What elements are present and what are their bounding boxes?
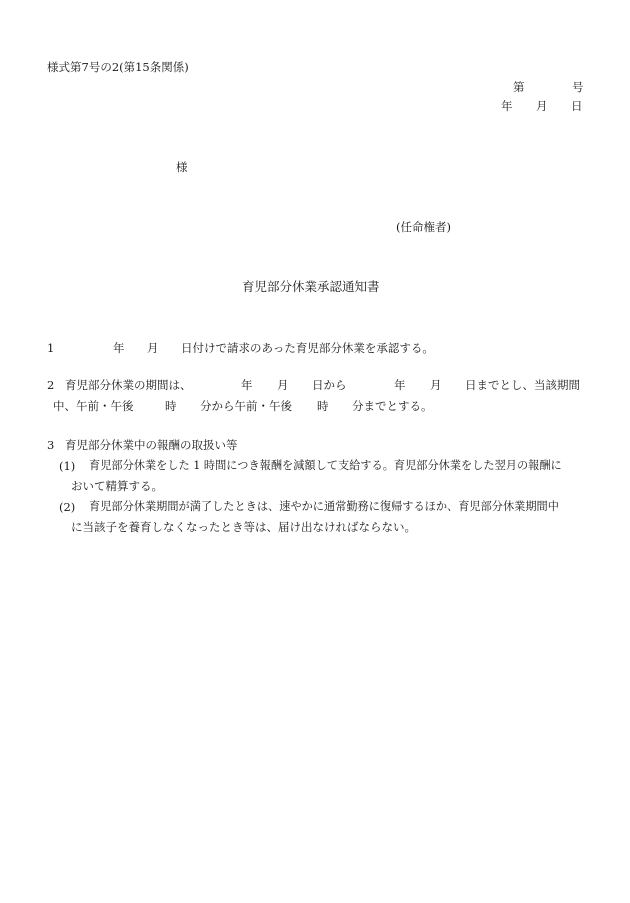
date-day: 日 bbox=[571, 99, 583, 113]
item-1-year: 年 bbox=[113, 341, 125, 355]
form-number: 様式第7号の2(第15条関係) bbox=[47, 60, 189, 74]
item-2-hour-1: 時 bbox=[165, 399, 177, 413]
item-3-sub2-number: (2) bbox=[59, 500, 76, 514]
item-2-month-2: 月 bbox=[430, 378, 442, 392]
item-2-line2-b: 分から午前・午後 bbox=[200, 399, 292, 413]
date-year: 年 bbox=[501, 99, 513, 113]
item-3-sub1-number: (1) bbox=[59, 459, 76, 473]
item-1-text: 日付けで請求のあった育児部分休業を承認する。 bbox=[181, 341, 434, 355]
item-2-from: 日から bbox=[312, 378, 347, 392]
page-title: 育児部分休業承認通知書 bbox=[242, 279, 380, 294]
item-2-year-2: 年 bbox=[394, 378, 406, 392]
item-3-sub1-line2: おいて精算する。 bbox=[71, 479, 163, 493]
item-2-hour-2: 時 bbox=[317, 399, 329, 413]
item-2-month-1: 月 bbox=[277, 378, 289, 392]
number-go: 号 bbox=[572, 80, 584, 94]
item-3-sub2-line1: 育児部分休業期間が満了したときは、速やかに通常勤務に復帰するほか、育児部分休業期間中 bbox=[89, 500, 559, 513]
addressee-sama: 様 bbox=[176, 160, 188, 174]
number-dai: 第 bbox=[513, 80, 525, 94]
item-3-sub2-line2: に当該子を養育しなくなったとき等は、届け出なければならない。 bbox=[71, 520, 416, 534]
item-2-number: 2 bbox=[47, 378, 55, 392]
item-3-heading: 育児部分休業中の報酬の取扱い等 bbox=[65, 438, 238, 452]
item-2-line2-c: 分までとする。 bbox=[352, 399, 433, 413]
item-2-until: 日までとし、当該期間 bbox=[465, 378, 580, 392]
item-3-sub1-line1: 育児部分休業をした 1 時間につき報酬を減額して支給する。育児部分休業をした翌月の報酬に bbox=[89, 459, 562, 472]
item-2-year-1: 年 bbox=[241, 378, 253, 392]
item-2-text-a: 育児部分休業の期間は、 bbox=[65, 378, 192, 392]
item-1-month: 月 bbox=[147, 341, 159, 355]
appointer-label: (任命権者) bbox=[396, 220, 451, 234]
item-2-line2-a: 中、午前・午後 bbox=[53, 399, 134, 413]
date-month: 月 bbox=[536, 99, 548, 113]
item-1-number: 1 bbox=[47, 341, 55, 355]
item-3-number: 3 bbox=[47, 438, 55, 452]
